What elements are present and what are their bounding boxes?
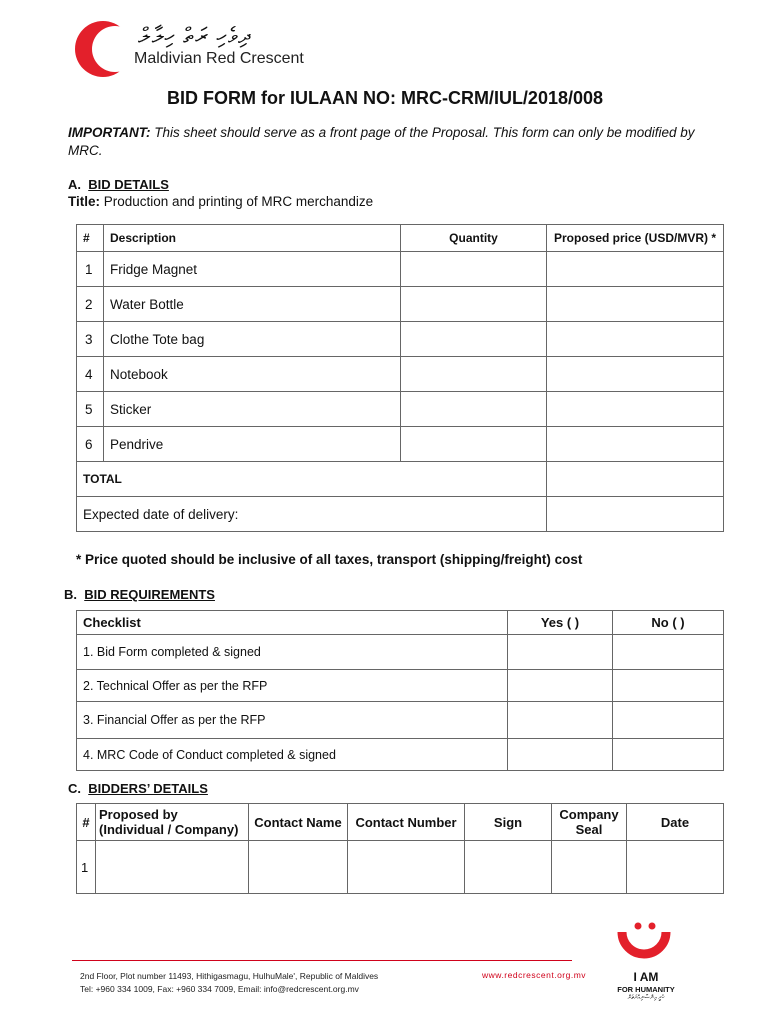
bidders-details-table <box>76 803 724 894</box>
footer-address <box>80 970 378 996</box>
price-field[interactable] <box>547 427 724 462</box>
quantity-field[interactable] <box>401 392 547 427</box>
i-am-for-humanity-logo-icon <box>612 918 678 972</box>
campaign-thaana: ހުރީ އިންސާނިއްޔަތަށް <box>627 995 665 1001</box>
bid-items-table <box>76 224 724 532</box>
table-row <box>77 427 724 462</box>
section-c-title: BIDDERS’ DETAILS <box>88 781 208 796</box>
date-field[interactable] <box>627 841 724 894</box>
checklist-item: 4. MRC Code of Conduct completed & signed <box>77 739 508 771</box>
col-header-contact-name: Contact Name <box>249 804 348 841</box>
table-row <box>77 670 724 702</box>
table-row <box>77 635 724 670</box>
no-checkbox-cell[interactable] <box>613 635 724 670</box>
item-number: 1 <box>77 252 104 287</box>
footer-website-link[interactable]: www.redcrescent.org.mv <box>482 970 587 980</box>
quantity-field[interactable] <box>401 427 547 462</box>
total-price-field[interactable] <box>547 462 724 497</box>
item-description: Notebook <box>104 357 401 392</box>
no-checkbox-cell[interactable] <box>613 670 724 702</box>
bid-title <box>68 194 373 209</box>
table-row <box>77 739 724 771</box>
section-c-letter: C. <box>68 781 81 796</box>
yes-checkbox-cell[interactable] <box>508 635 613 670</box>
section-c-heading <box>68 781 208 796</box>
org-name-thaana: ދިވެހި ރަތް ހިލާލް <box>138 24 252 49</box>
no-checkbox-cell[interactable] <box>613 739 724 771</box>
total-label: TOTAL <box>77 462 547 497</box>
important-text: This sheet should serve as a front page of the Proposal. This form can only be modified by MRC. <box>68 125 695 158</box>
red-crescent-logo-icon <box>72 18 134 80</box>
checklist-item: 2. Technical Offer as per the RFP <box>77 670 508 702</box>
item-number: 4 <box>77 357 104 392</box>
col-header-checklist: Checklist <box>77 611 508 635</box>
table-row <box>77 287 724 322</box>
checklist-item: 1. Bid Form completed & signed <box>77 635 508 670</box>
col-header-description: Description <box>104 225 401 252</box>
item-description: Clothe Tote bag <box>104 322 401 357</box>
section-a-title: BID DETAILS <box>88 177 169 192</box>
item-number: 3 <box>77 322 104 357</box>
yes-checkbox-cell[interactable] <box>508 670 613 702</box>
footer-contact-line: Tel: +960 334 1009, Fax: +960 334 7009, Email: info@redcrescent.org.mv <box>80 984 359 994</box>
col-header-proposed-by: Proposed by (Individual / Company) <box>96 804 249 841</box>
campaign-title: I AM <box>633 970 659 984</box>
company-seal-field[interactable] <box>552 841 627 894</box>
table-row <box>77 392 724 427</box>
table-row <box>77 357 724 392</box>
quantity-field[interactable] <box>401 287 547 322</box>
checklist-item: 3. Financial Offer as per the RFP <box>77 702 508 739</box>
yes-checkbox-cell[interactable] <box>508 702 613 739</box>
bid-title-value: Production and printing of MRC merchandize <box>100 194 374 209</box>
item-number: 2 <box>77 287 104 322</box>
quantity-field[interactable] <box>401 357 547 392</box>
table-header-row <box>77 611 724 635</box>
col-header-quantity: Quantity <box>401 225 547 252</box>
section-b-heading <box>64 587 215 602</box>
total-row <box>77 462 724 497</box>
yes-checkbox-cell[interactable] <box>508 739 613 771</box>
footer-address-line: 2nd Floor, Plot number 11493, Hithigasmagu, HulhuMale', Republic of Maldives <box>80 971 379 981</box>
item-description: Fridge Magnet <box>104 252 401 287</box>
table-header-row <box>77 225 724 252</box>
item-number: 5 <box>77 392 104 427</box>
bid-requirements-table <box>76 610 724 771</box>
campaign-subtitle: FOR HUMANITY <box>617 985 675 994</box>
price-note: * Price quoted should be inclusive of all taxes, transport (shipping/freight) cost <box>76 552 583 567</box>
quantity-field[interactable] <box>401 322 547 357</box>
table-row <box>77 252 724 287</box>
contact-number-field[interactable] <box>348 841 465 894</box>
page-title: BID FORM for IULAAN NO: MRC-CRM/IUL/2018/008 <box>166 88 604 108</box>
price-field[interactable] <box>547 357 724 392</box>
important-label: IMPORTANT: <box>68 125 151 140</box>
sign-field[interactable] <box>465 841 552 894</box>
col-header-yes: Yes ( ) <box>508 611 613 635</box>
delivery-date-label: Expected date of delivery: <box>77 497 547 532</box>
table-row <box>77 841 724 894</box>
item-number: 6 <box>77 427 104 462</box>
delivery-row <box>77 497 724 532</box>
item-description: Sticker <box>104 392 401 427</box>
footer-divider <box>72 960 572 961</box>
col-header-price: Proposed price (USD/MVR) * <box>547 225 724 252</box>
table-row <box>77 702 724 739</box>
col-header-number: # <box>77 804 96 841</box>
table-row <box>77 322 724 357</box>
price-field[interactable] <box>547 322 724 357</box>
contact-name-field[interactable] <box>249 841 348 894</box>
section-a-letter: A. <box>68 177 81 192</box>
col-header-number: # <box>77 225 104 252</box>
col-header-contact-number: Contact Number <box>348 804 465 841</box>
item-description: Pendrive <box>104 427 401 462</box>
table-header-row <box>77 804 724 841</box>
col-header-sign: Sign <box>465 804 552 841</box>
org-name: Maldivian Red Crescent <box>134 50 304 67</box>
price-field[interactable] <box>547 287 724 322</box>
section-a-heading <box>68 177 169 192</box>
item-description: Water Bottle <box>104 287 401 322</box>
section-b-title: BID REQUIREMENTS <box>84 587 215 602</box>
col-header-company-seal: Company Seal <box>552 804 627 841</box>
bid-title-label: Title: <box>68 194 101 209</box>
no-checkbox-cell[interactable] <box>613 702 724 739</box>
proposed-by-field[interactable] <box>96 841 249 894</box>
row-number: 1 <box>77 841 96 894</box>
col-header-date: Date <box>627 804 724 841</box>
price-field[interactable] <box>547 392 724 427</box>
delivery-date-field[interactable] <box>547 497 724 532</box>
section-b-letter: B. <box>64 587 77 602</box>
col-header-no: No ( ) <box>613 611 724 635</box>
important-notice <box>68 124 708 160</box>
quantity-field[interactable] <box>401 252 547 287</box>
price-field[interactable] <box>547 252 724 287</box>
